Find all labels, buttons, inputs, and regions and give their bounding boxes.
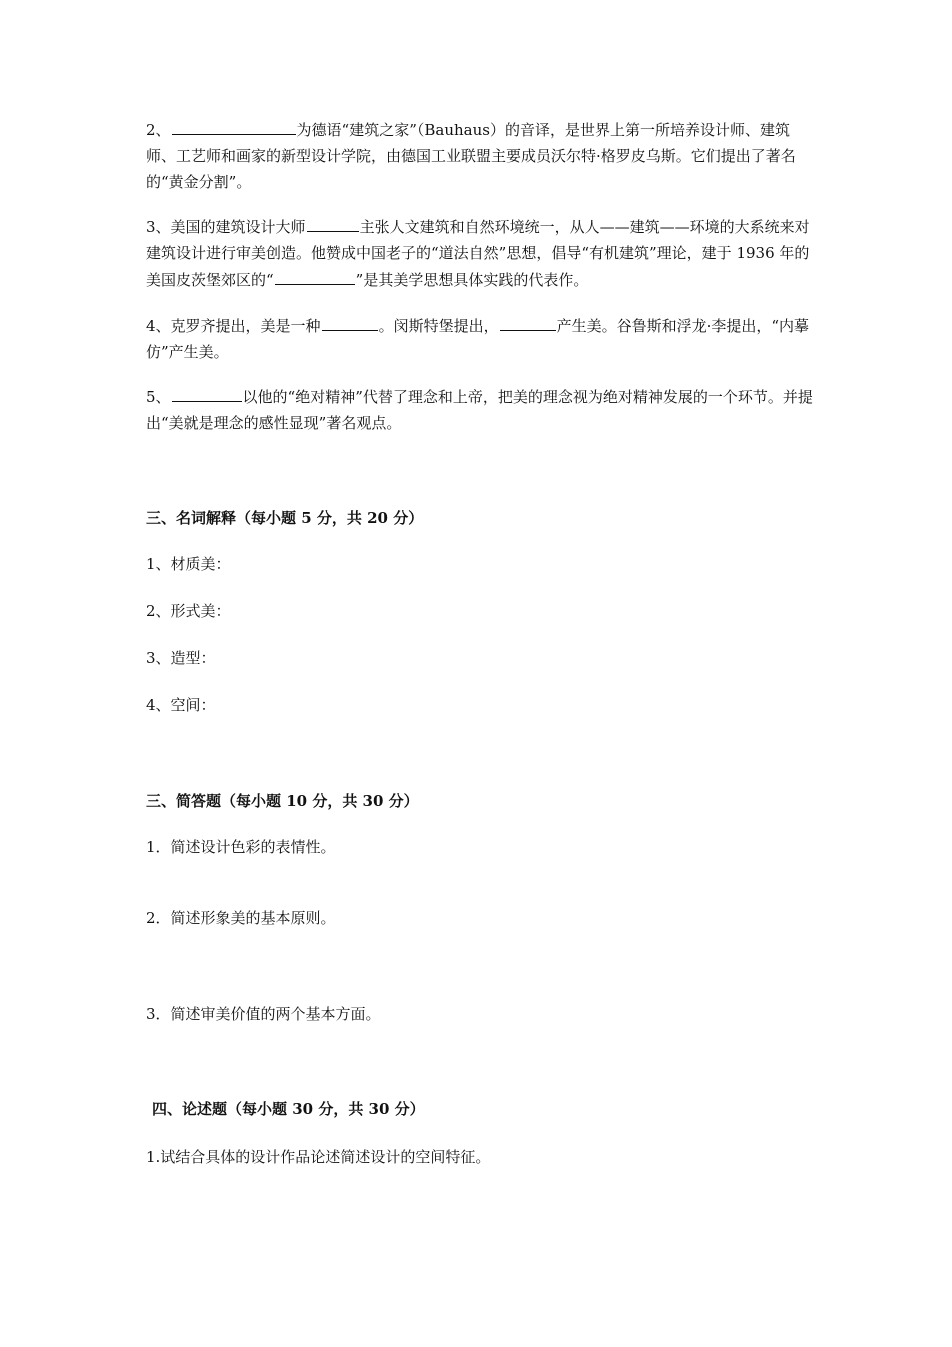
term-item: 1、材质美： <box>146 555 231 573</box>
fill-in-question-5 <box>146 383 816 436</box>
fill-in-question-4 <box>146 312 816 365</box>
question-text: 为德语“建筑之家”（Bauhaus）的音译，是世界上第一所培养设计师、建筑师、工艺师和画家的新型设计学院，由德国工业联盟主要成员沃尔特·格罗皮乌斯。它们提出了著名的“黄金分割”。 <box>146 121 796 191</box>
answer-blank <box>322 312 378 331</box>
question-text: 。闵斯特堡提出， <box>378 317 499 335</box>
question-number: 3、 <box>146 218 171 236</box>
question-number: 4、 <box>146 317 171 335</box>
fill-in-question-3 <box>146 213 816 293</box>
question-number: 2、 <box>146 121 171 139</box>
question-text: 产生美。谷鲁斯和浮龙·李提出，“内摹仿”产生美。 <box>146 317 810 361</box>
short-answer-item: 2．简述形象美的基本原则。 <box>146 909 336 927</box>
answer-blank <box>172 116 296 135</box>
question-number: 5、 <box>146 388 171 406</box>
answer-blank <box>172 383 242 402</box>
question-text: 以他的“绝对精神”代替了理念和上帝，把美的理念视为绝对精神发展的一个环节。并提出“美就是理念的感性显现”著名观点。 <box>146 388 813 432</box>
essay-item: 1.试结合具体的设计作品论述简述设计的空间特征。 <box>146 1148 491 1166</box>
term-item: 2、形式美： <box>146 602 231 620</box>
term-item: 3、造型： <box>146 649 216 667</box>
question-text: 主张人文建筑和自然环境统一，从人——建筑——环境的大系统来对建筑设计进行审美创造。他赞成中国老子的“道法自然”思想，倡导“有机建筑”理论，建于 1936 年的美国皮茨堡郊区的“ <box>146 218 810 289</box>
short-answer-item: 3．简述审美价值的两个基本方面。 <box>146 1005 381 1023</box>
section-heading-terms: 三、名词解释（每小题 5 分，共 20 分） <box>146 509 424 527</box>
section-heading-essay: 四、论述题（每小题 30 分，共 30 分） <box>152 1100 425 1118</box>
fill-in-question-2 <box>146 116 816 195</box>
question-text: 美国的建筑设计大师 <box>170 218 306 236</box>
answer-blank <box>500 312 556 331</box>
question-text: 克罗齐提出，美是一种 <box>170 317 321 335</box>
short-answer-item: 1．简述设计色彩的表情性。 <box>146 838 336 856</box>
answer-blank <box>275 266 355 285</box>
question-text: ”是其美学思想具体实践的代表作。 <box>355 271 589 289</box>
term-item: 4、空间： <box>146 696 216 714</box>
answer-blank <box>307 213 359 232</box>
section-heading-short-answer: 三、简答题（每小题 10 分，共 30 分） <box>146 792 419 810</box>
